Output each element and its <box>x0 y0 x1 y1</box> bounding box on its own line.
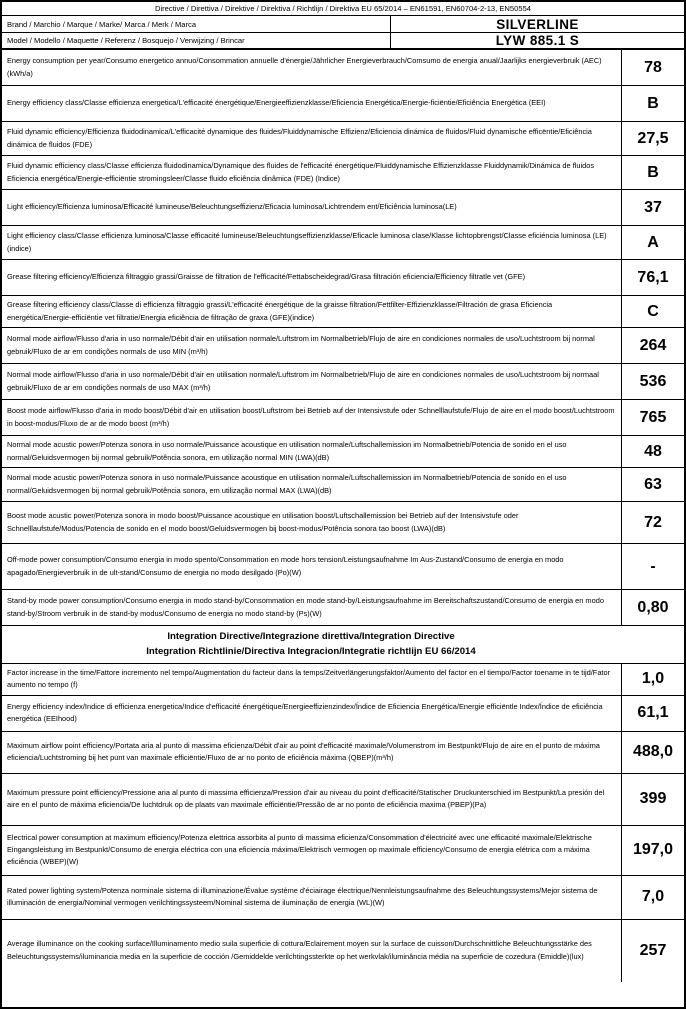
row-description: Grease filtering efficiency/Efficienza filtraggio grassi/Graisse de filtration de l'efficacité/Fettabscheidegrad/Grasa filtración eficiencia/Efficiency filtratle vet (GFE) <box>2 260 622 295</box>
row-value: 536 <box>639 372 667 390</box>
row-description: Rated power lighting system/Potenza norminale sistema di illuminazione/Évalue système d'éciairage électrique/Nennleistungsaufnahme des Beleuchtungssystems/Mejor sistema de illuminación de energia/Nominal vermogen verilchtingssysteem/Nominal sistema de iluminação de energia (WL)(W) <box>2 876 622 919</box>
row-description: Normal mode acustic power/Potenza sonora in uso normale/Puissance acoustique en utilisation normale/Luftschallemission im Normalbetrieb/Potencia de sonido en el uso normal/Geluidsvermogen bij normal gebruik/Potência sonora, em utilização normal MIN (LWA)(dB) <box>2 436 622 467</box>
table-row <box>2 260 684 296</box>
table-row <box>2 50 684 86</box>
table-row <box>2 502 684 544</box>
table-row <box>2 364 684 400</box>
table-row <box>2 190 684 226</box>
model-label: Model / Modello / Maquette / Referenz / Bosquejo / Verwijzing / Brincar <box>2 33 391 48</box>
row-value: 78 <box>644 58 662 76</box>
row-description: Normal mode airflow/Flusso d'aria in uso normale/Débit d'air en utilisation normale/Luftstrom im Normalbetrieb/Flujo de aire en condiciones normales de uso/Luchtstroom bij normal gebruik/Fluxo de ar em condições normals de uso MIN (m³/h) <box>2 328 622 363</box>
table-row <box>2 86 684 122</box>
row-value: 399 <box>639 790 667 808</box>
spec-table <box>2 50 684 1007</box>
table-row <box>2 226 684 260</box>
table-row <box>2 436 684 468</box>
row-description: Normal mode acustic power/Potenza sonora in uso normale/Puissance acoustique en utilisation normale/Luftschallemission im Normalbetrieb/Potencia de sonido en el uso normal/Geluidsvermogen bij normal gebruik/Potência sonora, em utilização normal MAX (LWA)(dB) <box>2 468 622 501</box>
row-value: 48 <box>644 442 662 460</box>
row-description: Energy efficiency class/Classe efficienza energetica/L'efficacité énergétique/Energieeffizienzklasse/Eficiencia Energética/Energie-ficiëntie/Eficiência Energética (EEI) <box>2 86 622 121</box>
row-description: Maximum pressure point efficiency/Pressione aria al punto di massima efficienza/Pression d'air au niveau du point d'efficacité/Statischer Druckunterschied im Bestpunkt/La presión del aire en el punto de máxima eficiencia/De luchtdruk op de plaats van maximale efficiëntie/Pressão de ar no ponto de eficiência maxima (PBEP)(Pa) <box>2 774 622 825</box>
row-value: 197,0 <box>632 841 674 859</box>
row-description: Off-mode power consumption/Consumo energia in modo spento/Consommation en mode hors tension/Leistungsaufnahme Im Aus-Zustand/Consumo de energia en modo apagado/Energieverbruik in de ult-stand/Consumo de energia no modo desilgado (Po)(W) <box>2 544 622 589</box>
model-row <box>2 33 684 50</box>
table-row <box>2 122 684 156</box>
row-description: Factor increase in the time/Fattore incremento nel tempo/Augmentation du facteur dans la temps/Zeitverlängerungsfaktor/Aumento del factor en el tiempo/Factor toename in te tijd/Fator aumento no tempo (f) <box>2 664 622 695</box>
table-row <box>2 696 684 732</box>
directive-text: Directive / Direttiva / Direktive / Direktiva / Richtlijn / Direktiva EU 65/2014 – EN61591, EN60704-2-13, EN50554 <box>154 4 532 13</box>
table-row <box>2 664 684 696</box>
table-row <box>2 826 684 876</box>
row-description: Electrical power consumption at maximum efficiency/Potenza elettrica assorbita al punto di massima eficienza/Consommation d'électricité avec une efficacité maximale/Elektrische Eingangsleistung im Bestpunkt/Consumo de energia eléctrica con una eficiencia máxima/Elektrisch vermogen op maximale efficiency/Consumo de energia elétrica com a máxima eficiência (WBEP)(W) <box>2 826 622 875</box>
table-row <box>2 400 684 436</box>
row-description: Normal mode airflow/Flusso d'aria in uso normale/Débit d'air en utilisation normale/Luftstrom im Normalbetrieb/Flujo de aire en condiciones normales de uso/Luchtstroom bij normaal gebruik/Fluxo de ar em condições normals de uso MAX (m³/h) <box>2 364 622 399</box>
table-row <box>2 296 684 328</box>
row-value: - <box>650 557 656 575</box>
section-header-row <box>2 626 684 664</box>
row-value: 72 <box>644 513 662 531</box>
row-value: 0,80 <box>637 598 669 616</box>
row-value: C <box>647 302 659 320</box>
row-description: Average illuminance on the cooking surface/Illuminamento medio suila superficie di cottura/Eclairement moyen sur la surface de cuisson/Durchschnittliche Beleuchtungsstärke des Beleuchtungssystems/iluminancia media en la superficie de cocción /Gemiddelde verilchtingssterkte op het werkvlak/iluminância média na superficie de cozedura (Emiddle)(lux) <box>2 920 622 982</box>
row-description: Grease filtering efficiency class/Classe di efficienza filtraggio grassi/L'efficacité énergétique de la graisse filtration/Fettfilter-Effizienzklasse/Filtración de grasa Eficiencia energética/Energie-efficiëntie vet filtratie/Energia eficiência de filtração de graxa (GFE)(indice) <box>2 296 622 327</box>
row-description: Energy consumption per year/Consumo energetico annuo/Consommation annuelle d'énergie/Jährlicher Energieverbrauch/Comsumo de energia anual/Jaarlijks energieverbruik (AEC)(kWh/a) <box>2 50 622 85</box>
brand-value: SILVERLINE <box>496 16 579 32</box>
row-value: 61,1 <box>637 704 669 722</box>
row-value: 76,1 <box>637 268 669 286</box>
row-description: Boost mode acustic power/Potenza sonora in modo boost/Puissance acoustique en utilisation boost/Luftschallemission bei Betrieb auf der Intensivstufe oder Schnelllaufstufe/Modus/Potencia de sonido en el modo boost/Geluidsvermogen bij boost-modus/Potência sonora tao boost (LWA)(dB) <box>2 502 622 543</box>
directive-header-row <box>2 2 684 16</box>
row-description: Stand-by mode power consumption/Consumo energia in modo stand-by/Consommation en mode stand-by/Leistungsaufnahme im Bereitschaftszustand/Consumo de energia en modo stand-by/Stroom verbruik in de stand-by modus/Consumo de energia no modo stand-by (Ps)(W) <box>2 590 622 625</box>
row-description: Energy efficiency index/Indice di efficienza energetica/Indice d'efficacité énergétique/Energieeffizienzindex/Índice de Eficiencia Energética/Energie efficiëntle Index/Índice de eficiência energética (EEIhood) <box>2 696 622 731</box>
row-value: 257 <box>639 941 667 959</box>
table-row <box>2 732 684 774</box>
table-row <box>2 468 684 502</box>
row-value: 27,5 <box>637 129 669 147</box>
brand-label: Brand / Marchio / Marque / Marke/ Marca / Merk / Marca <box>2 16 391 32</box>
row-value: A <box>647 233 659 251</box>
row-value: 63 <box>644 475 662 493</box>
row-description: Fluid dynamic efficiency/Efficienza fluidodinamica/L'efficacité dynamique des fluides/Fluiddynamische Effizienz/Eficiencia dinámica de fluidos/Fluid dynamische efficëntie/Eficiência dinámica de fluidos (FDE) <box>2 122 622 155</box>
row-value: 37 <box>644 198 662 216</box>
row-description: Boost mode airflow/Flusso d'aria in modo boost/Débit d'air en utilisation boost/Luftstrom bei Betrieb auf der Intensivstufe oder Schnelllaufstufe/Flujo de aire en el modo boost/Luchtstroom in boost-modus/Fluxo de ar de modo boost (m³/h) <box>2 400 622 435</box>
row-value: B <box>647 163 659 181</box>
row-value: 1,0 <box>641 670 665 688</box>
row-value: 488,0 <box>632 743 674 761</box>
table-row <box>2 590 684 626</box>
row-value: 7,0 <box>641 888 665 906</box>
table-row <box>2 876 684 920</box>
table-row <box>2 156 684 190</box>
row-description: Light efficiency/Efficienza luminosa/Efficacité lumineuse/Beleuchtungseffizienz/Eficacia luminosa/Lichtrendem ent/Eficiência luminosa(LE) <box>2 190 622 225</box>
row-description: Fluid dynamic efficiency class/Classe efficienza fluidodinamica/Dynamique des fluides de l'efficacité énergétique/Fluiddynamische Effizienzklasse Fluiddynamik/Dinámica de fluidos Eficiencia energética/Energie-efficiëntie stromingsleer/Classe fluido eficiência dinâmica (FDE) (Indice) <box>2 156 622 189</box>
table-row <box>2 328 684 364</box>
table-row <box>2 920 684 982</box>
brand-row <box>2 16 684 33</box>
table-row <box>2 544 684 590</box>
row-description: Maximum airflow point efficiency/Portata aria al punto di massima eficienza/Débit d'air au point d'efficacité maximale/Volumenstrom im Bestpunkt/Flujo de aire en el punto de máxima eficiencia/Luchtstroming bij het punt van maximale efficiëntie/Fluxo de ar no ponto de eficiência máxima (QBEP)(m³/h) <box>2 732 622 773</box>
row-value: 765 <box>639 408 667 426</box>
model-value: LYW 885.1 S <box>495 33 580 48</box>
section-title-line1: Integration Directive/Integrazione direttiva/Integration Directive <box>167 631 455 642</box>
section-title-line2: Integration Richtlinie/Directiva Integracion/Integratie richtlijn EU 66/2014 <box>146 646 476 658</box>
row-value: B <box>647 94 659 112</box>
row-value: 264 <box>639 336 667 354</box>
row-description: Light efficiency class/Classe efficienza luminosa/Classe efficacité lumineuse/Beleuchtungseffizienzklasse/Eficacle luminosa clase/Klasse lichtopbrengst/Classe eficiéncia luminosa (LE)(indice) <box>2 226 622 259</box>
table-row <box>2 774 684 826</box>
